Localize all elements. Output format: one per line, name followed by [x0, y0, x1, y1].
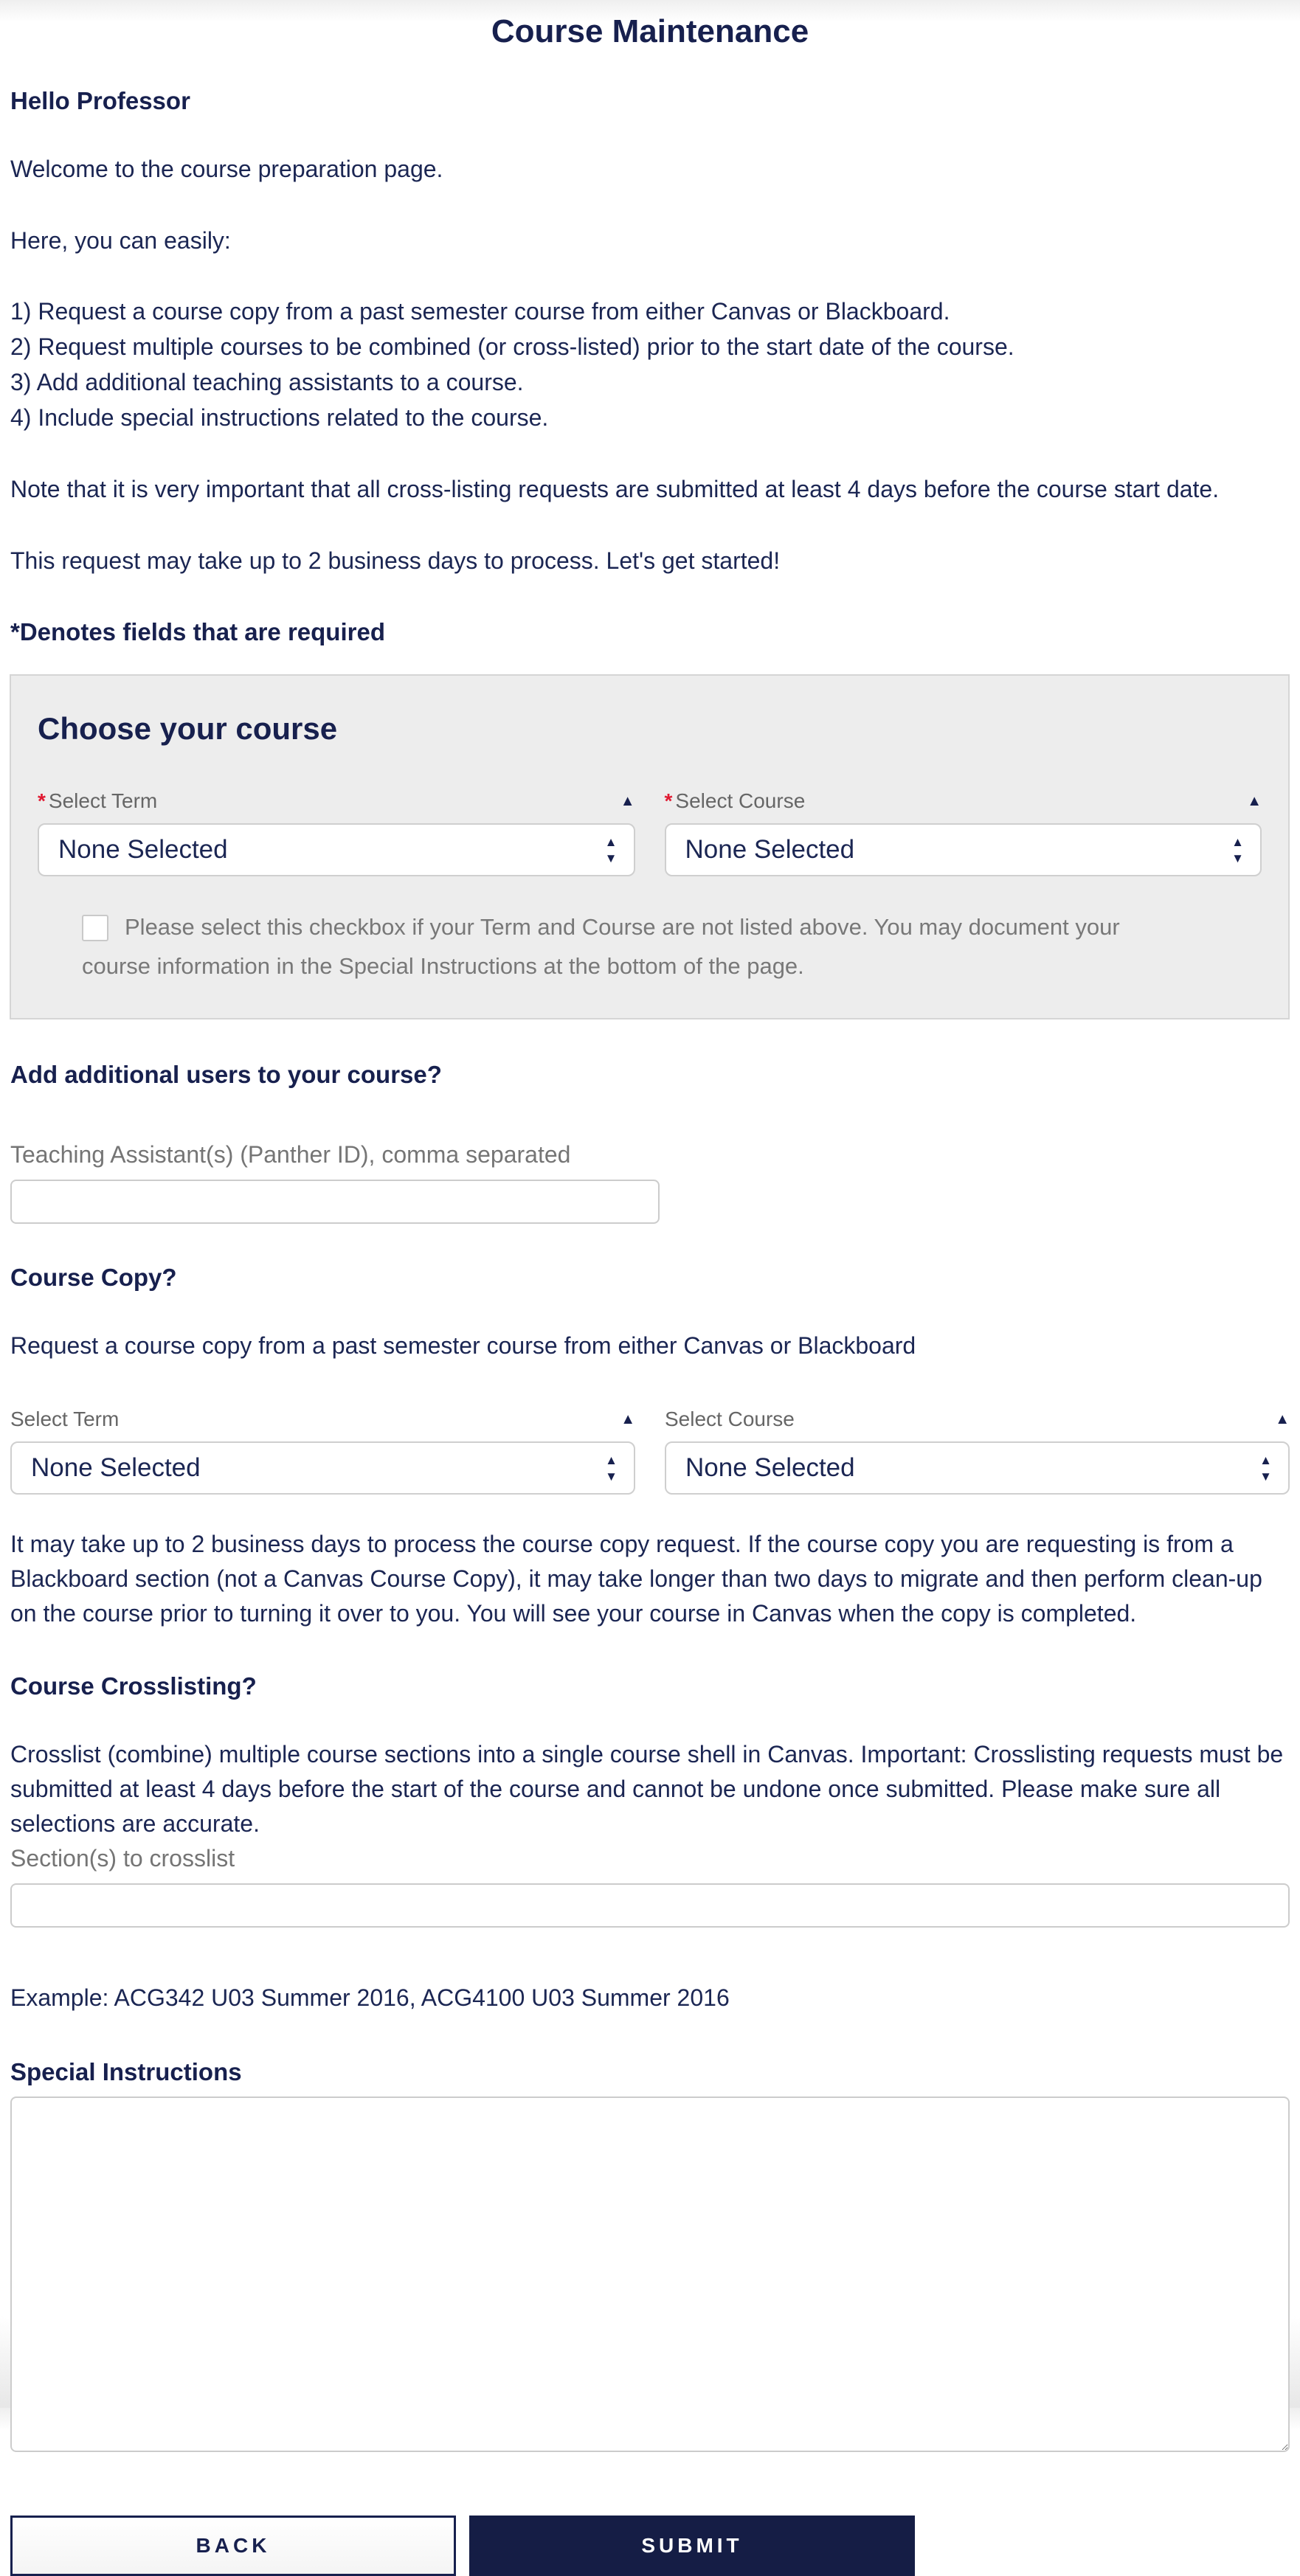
required-asterisk: * [38, 789, 46, 812]
copy-course-label-row [665, 1408, 1290, 1431]
not-listed-checkbox-row [38, 907, 1130, 986]
select-arrows-icon: ▲ ▼ [605, 1453, 618, 1483]
crosslisting-description: Crosslist (combine) multiple course sections into a single course shell in Canvas. Important: Crosslisting requests must be submitted at least 4 days before the start of the course and cannot be undone once submitted. Please make sure all selections are accurate. [10, 1741, 1284, 1837]
caret-up-icon: ▲ [620, 793, 635, 809]
term-label: * Select Term [38, 789, 158, 812]
term-label-row [38, 789, 635, 813]
copy-term-select[interactable] [10, 1441, 635, 1495]
capability-item: 3) Add additional teaching assistants to a course. [10, 369, 524, 395]
capability-item: 2) Request multiple courses to be combined (or cross-listed) prior to the start date of the course. [10, 333, 1014, 360]
intro-lead: Here, you can easily: [10, 227, 231, 254]
not-listed-checkbox-label: Please select this checkbox if your Term and Course are not listed above. You may document your course information in the Special Instructions at the bottom of the page. [82, 914, 1120, 979]
caret-up-icon: ▲ [1275, 1411, 1290, 1427]
copy-term-select-value: None Selected [31, 1453, 201, 1482]
capability-item: 1) Request a course copy from a past semester course from either Canvas or Blackboard. [10, 298, 950, 325]
copy-term-label: Select Term [10, 1408, 120, 1430]
copy-course-select-value: None Selected [685, 1453, 855, 1482]
term-field [38, 789, 635, 876]
page-title: Course Maintenance [491, 13, 809, 49]
select-arrows-icon: ▲ ▼ [604, 834, 618, 865]
copy-term-field [10, 1408, 635, 1495]
select-arrows-icon: ▲ ▼ [1259, 1453, 1272, 1483]
crosslist-example: Example: ACG342 U03 Summer 2016, ACG4100 U03 Summer 2016 [10, 1984, 730, 2011]
submit-button[interactable]: SUBMIT [469, 2516, 915, 2576]
choose-course-panel [10, 674, 1290, 1019]
course-copy-description: Request a course copy from a past semester course from either Canvas or Blackboard [10, 1332, 916, 1359]
course-copy-heading: Course Copy? [10, 1264, 177, 1291]
copy-course-label: Select Course [665, 1408, 795, 1430]
course-field [665, 789, 1262, 876]
course-copy-processing-note: It may take up to 2 business days to process the course copy request. If the course copy you are requesting is from a Blackboard section (not a Canvas Course Copy), it may take longer than two days to migrate and then perform clean-up on the course prior to turning it over to you. You will see your course in Canvas when the copy is completed. [10, 1531, 1262, 1627]
special-instructions-textarea[interactable] [10, 2097, 1290, 2452]
select-arrows-icon: ▲ ▼ [1231, 834, 1244, 865]
course-select[interactable] [665, 823, 1262, 876]
copy-course-select[interactable] [665, 1441, 1290, 1495]
copy-course-field [665, 1408, 1290, 1495]
term-select[interactable] [38, 823, 635, 876]
crosslisting-deadline-note: Note that it is very important that all cross-listing requests are submitted at least 4 days before the course start date. [10, 476, 1220, 502]
ta-label: Teaching Assistant(s) (Panther ID), comma separated [10, 1141, 571, 1168]
course-copy-selects [10, 1408, 1290, 1495]
caret-up-icon: ▲ [620, 1411, 635, 1427]
sections-label: Section(s) to crosslist [10, 1845, 235, 1872]
course-label-row [665, 789, 1262, 813]
not-listed-checkbox[interactable] [82, 915, 108, 941]
required-asterisk: * [664, 789, 673, 812]
course-label: * Select Course [664, 789, 806, 812]
capability-item: 4) Include special instructions related to the course. [10, 404, 549, 431]
form-actions [10, 2516, 1290, 2576]
term-select-value: None Selected [58, 835, 228, 864]
additional-users-heading: Add additional users to your course? [10, 1061, 442, 1088]
required-fields-note: *Denotes fields that are required [10, 618, 385, 645]
crosslisting-heading: Course Crosslisting? [10, 1672, 257, 1700]
caret-up-icon: ▲ [1247, 793, 1262, 809]
copy-term-label-row [10, 1408, 635, 1431]
processing-time-note: This request may take up to 2 business days to process. Let's get started! [10, 547, 781, 574]
back-button[interactable]: BACK [10, 2516, 456, 2576]
capabilities-list [10, 294, 1290, 435]
ta-input[interactable] [10, 1180, 660, 1224]
sections-input[interactable] [10, 1883, 1290, 1928]
special-instructions-heading: Special Instructions [10, 2058, 242, 2085]
greeting-text: Hello Professor [10, 87, 190, 114]
welcome-text: Welcome to the course preparation page. [10, 156, 443, 182]
course-select-value: None Selected [685, 835, 855, 864]
choose-course-heading: Choose your course [38, 711, 338, 746]
